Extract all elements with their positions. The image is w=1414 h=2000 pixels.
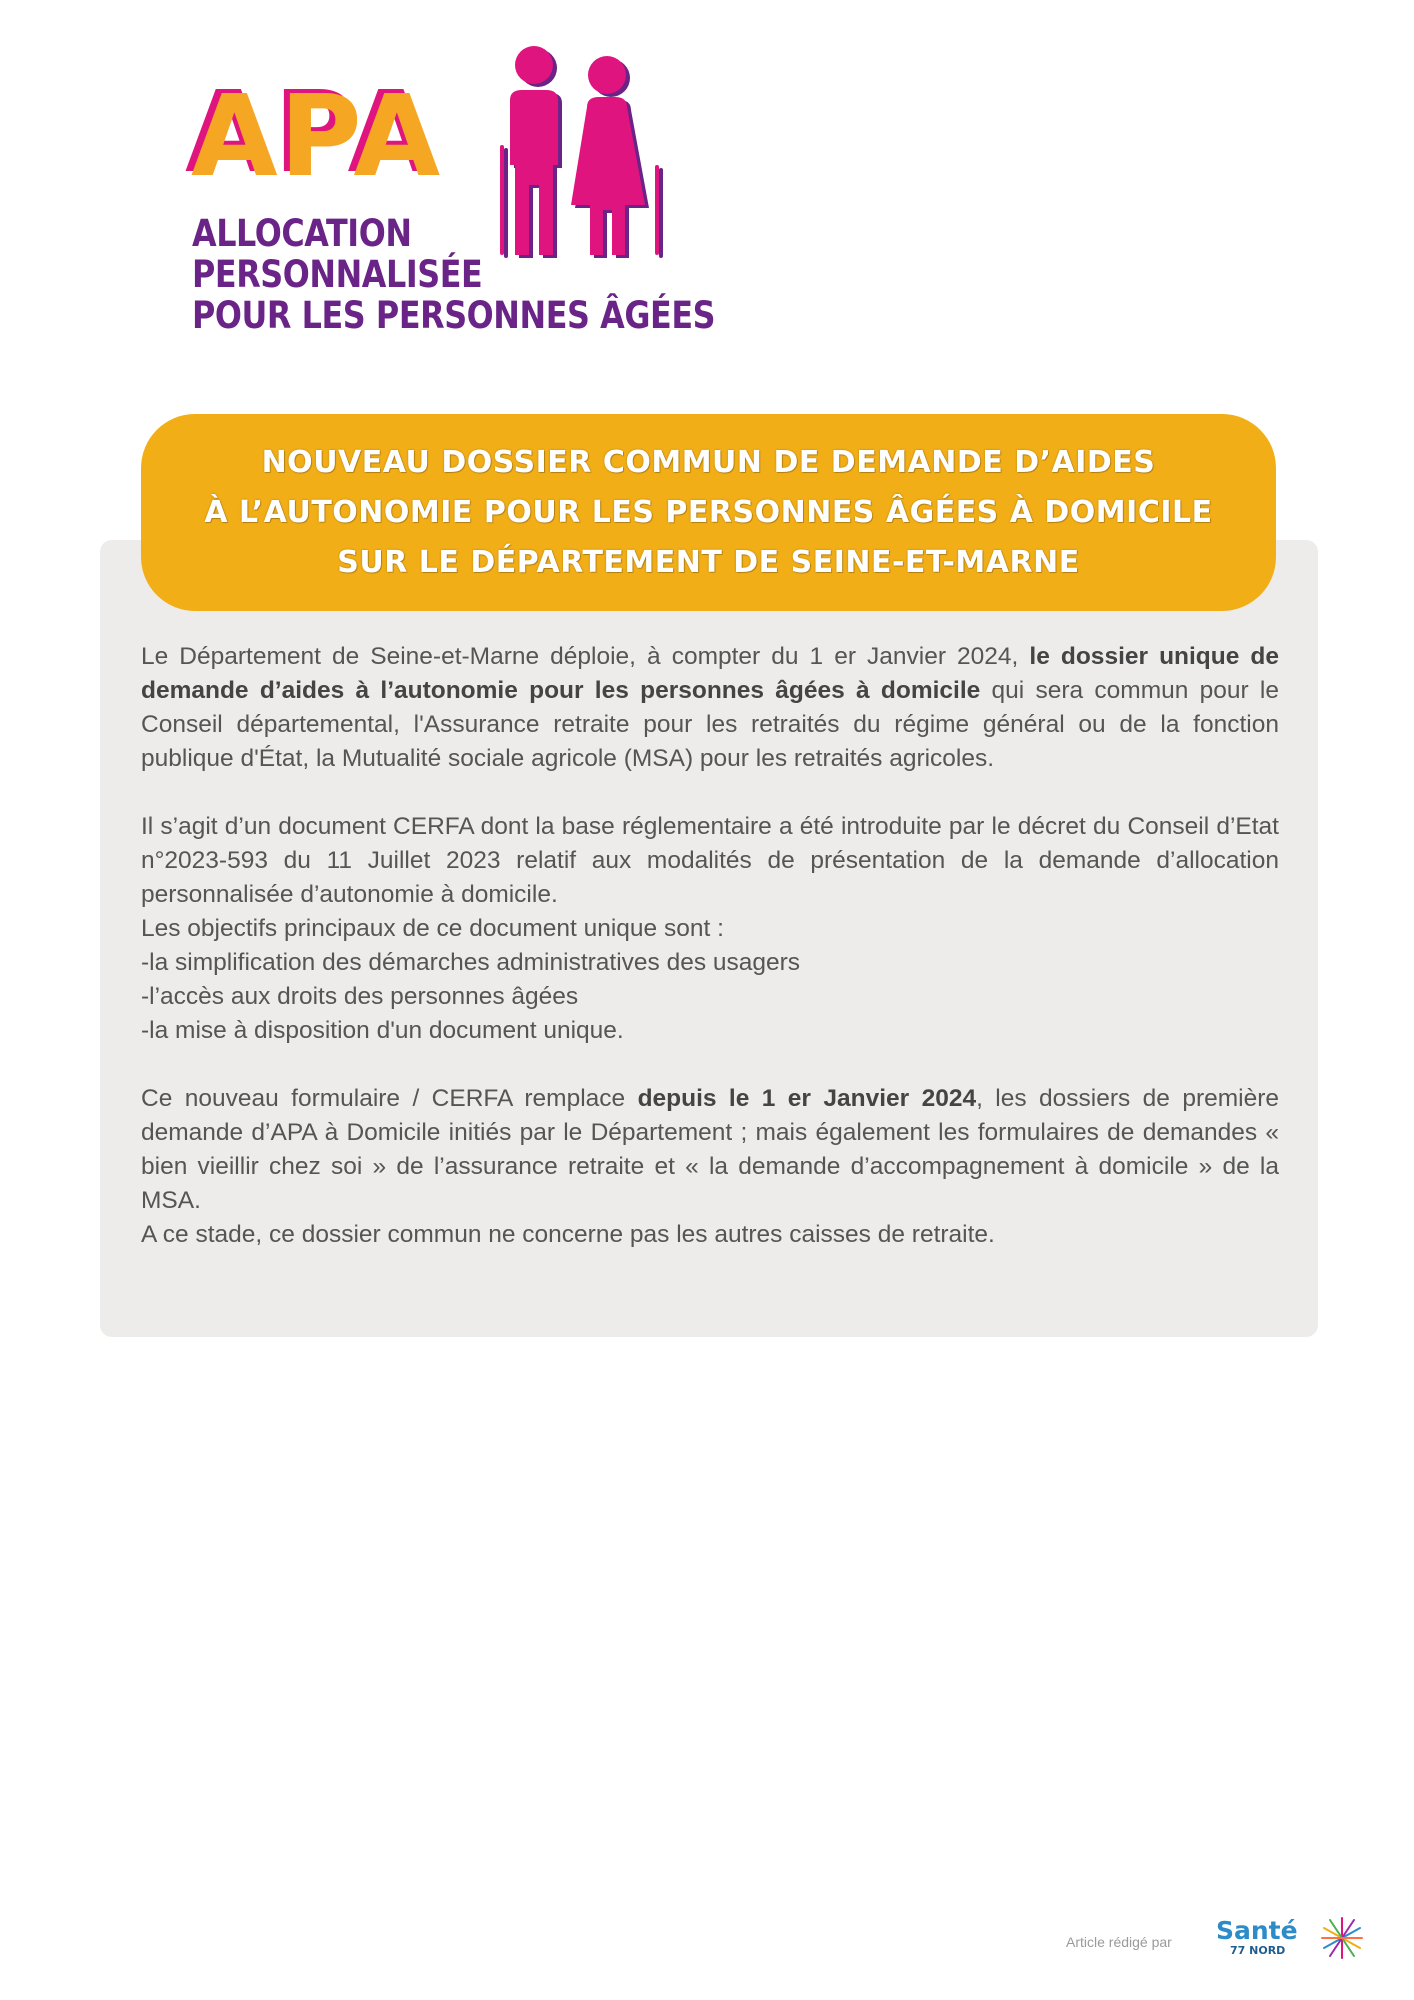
paragraph-objectives: Les objectifs principaux de ce document unique sont :	[141, 915, 724, 942]
footer-brand-sub: 77 NORD	[1230, 1944, 1286, 1957]
logo-line-2: PERSONNALISÉE	[192, 253, 483, 296]
paragraph-replacement	[141, 1082, 1279, 1218]
logo-acronym: APA	[191, 72, 443, 202]
logo-line-1: ALLOCATION	[192, 212, 412, 255]
footer-credit-text: Article rédigé par	[1066, 1934, 1172, 1950]
paragraph-scope: A ce stade, ce dossier commun ne concerne pas les autres caisses de retraite.	[141, 1221, 995, 1248]
intro-bold: le dossier unique de demande d’aides à l’autonomie pour les personnes âgées à domicile	[141, 643, 1280, 704]
replacement-text-end: , les dossiers de première demande d’APA à Domicile initiés par le Département ; mais également les formulaires de demandes « bien vieillir chez soi » de l’assurance retraite et « la demande d’accompagnement à domicile » de la MSA.	[141, 1085, 1279, 1214]
logo-line-3: POUR LES PERSONNES ÂGÉES	[192, 294, 716, 337]
intro-text: Le Département de Seine-et-Marne déploie, à compter du 1 er Janvier 2024,	[141, 643, 1030, 670]
paragraph-intro	[141, 640, 1279, 776]
banner-line-3: SUR LE DÉPARTEMENT DE SEINE-ET-MARNE	[337, 544, 1080, 580]
intro-text-end: qui sera commun pour le Conseil départemental, l'Assurance retraite pour les retraités du régime général ou de la fonction publique d'État, la Mutualité sociale agricole (MSA) pour les retraités agricoles.	[141, 677, 1279, 772]
objective-item-3: -la mise à disposition d'un document unique.	[141, 1017, 624, 1044]
article-body	[141, 640, 1279, 1252]
footer-credit	[1066, 1910, 1386, 1970]
banner-line-1: NOUVEAU DOSSIER COMMUN DE DEMANDE D’AIDES	[261, 444, 1156, 480]
objective-item-2: -l’accès aux droits des personnes âgées	[141, 983, 579, 1010]
elderly-couple-icon	[495, 45, 670, 280]
title-banner	[141, 414, 1276, 611]
replacement-text: Ce nouveau formulaire / CERFA remplace	[141, 1085, 638, 1112]
banner-line-2: À L’AUTONOMIE POUR LES PERSONNES ÂGÉES À DOMICILE	[204, 494, 1213, 530]
star-burst-icon	[1318, 1914, 1366, 1962]
apa-logo	[185, 45, 716, 345]
objective-item-1: -la simplification des démarches administratives des usagers	[141, 949, 801, 976]
replacement-bold: depuis le 1 er Janvier 2024	[637, 1085, 977, 1112]
paragraph-cerfa: Il s’agit d’un document CERFA dont la base réglementaire a été introduite par le décret du Conseil d’Etat n°2023-593 du 11 Juillet 2023 relatif aux modalités de présentation de la demande d’allocation personnalisée d’autonomie à domicile.	[141, 813, 1279, 908]
footer-brand: Santé	[1216, 1916, 1298, 1945]
